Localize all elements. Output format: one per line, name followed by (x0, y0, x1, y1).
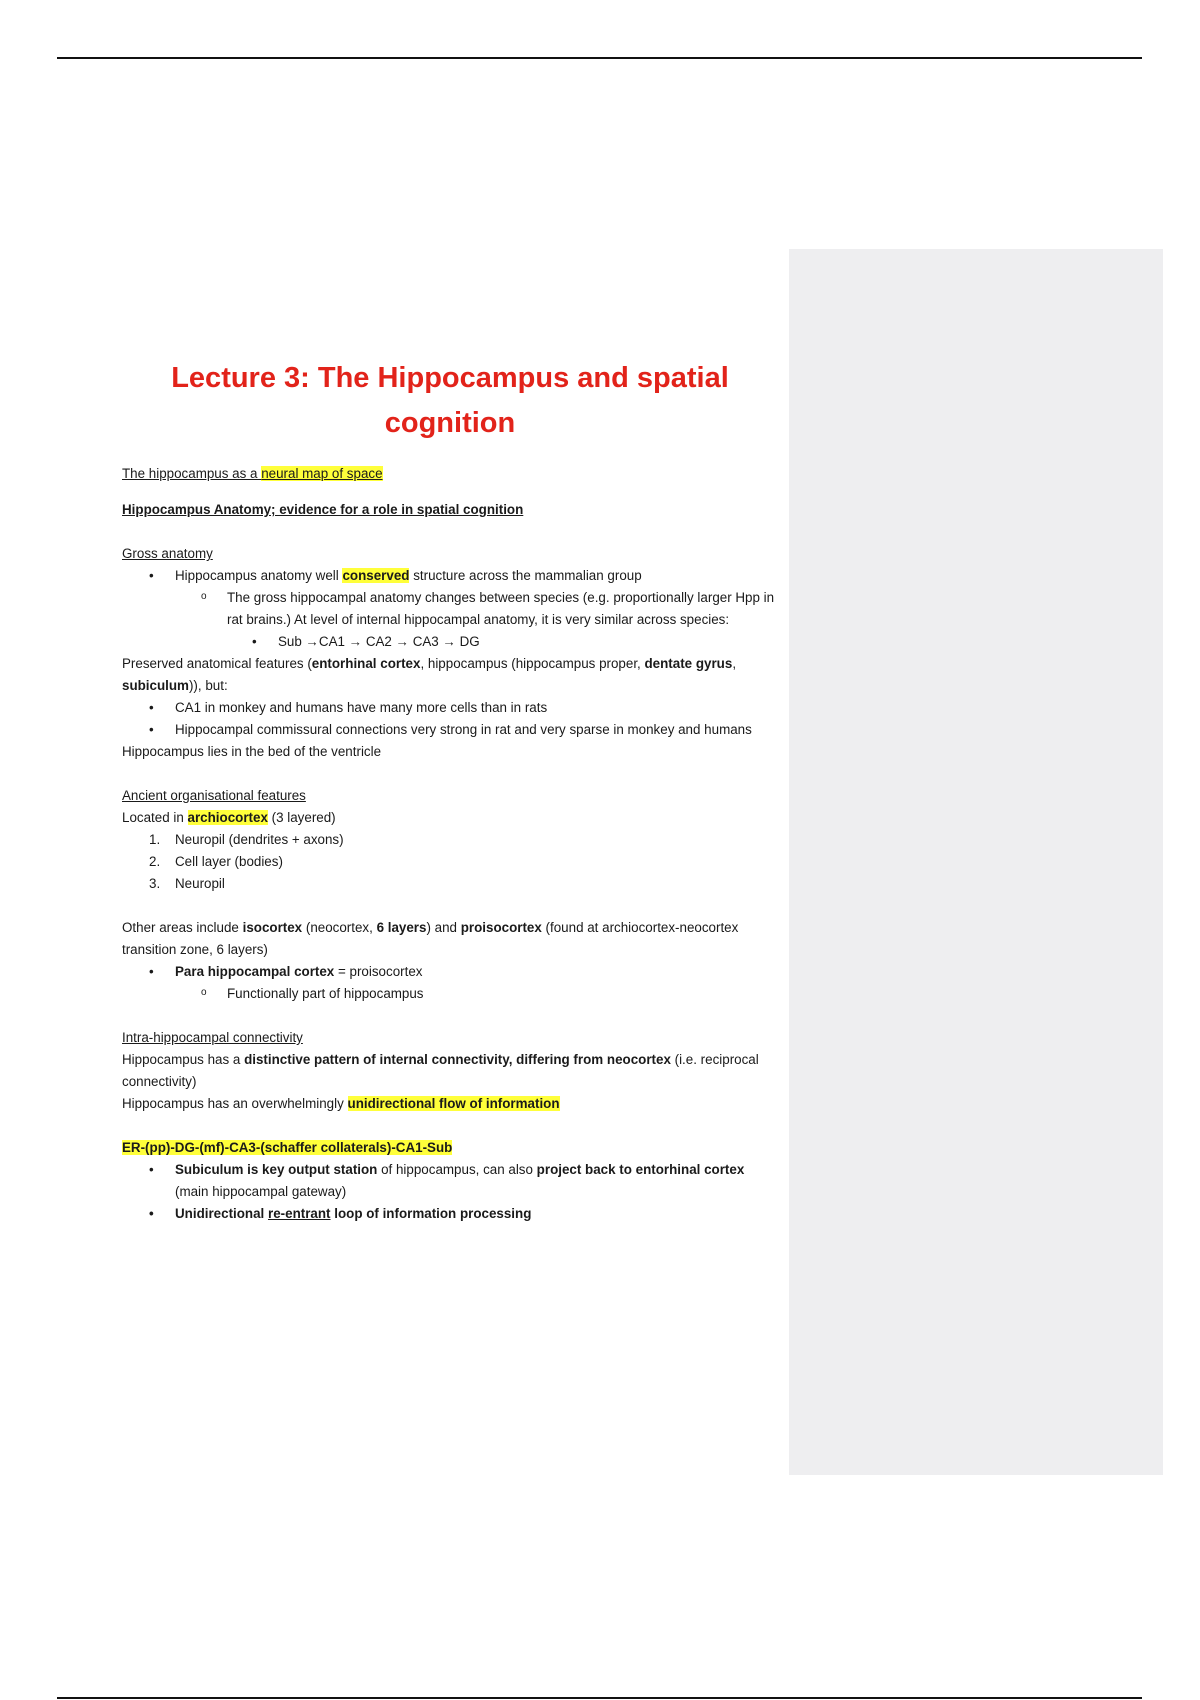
document-body (122, 356, 780, 1225)
text-run: Hippocampus has a (122, 1052, 245, 1067)
text-run: (found at archiocortex-neocortex transition zone, 6 layers) (122, 920, 739, 957)
page-top-rule (57, 57, 1142, 59)
text-run: , hippocampus (hippocampus proper, (420, 656, 645, 671)
other-areas-line (122, 917, 780, 961)
intro-highlight: neural map of space (261, 466, 383, 481)
gross-anatomy-heading: Gross anatomy (122, 546, 213, 561)
intro-prefix: The hippocampus as a (122, 466, 262, 481)
text-run-bold: proisocortex (460, 920, 542, 935)
list-item: o Functionally part of hippocampus (122, 983, 780, 1005)
text-run: Unidirectional (175, 1206, 269, 1221)
gross-anatomy-list (122, 565, 780, 653)
text-run: )), but: (188, 678, 228, 693)
list-number: 1. (149, 832, 161, 847)
archiocortex-line (122, 807, 780, 829)
text-run-bold: Subiculum is key output station (175, 1162, 378, 1177)
ancient-features-heading: Ancient organisational features (122, 788, 306, 803)
circuit-order-text: Sub →CA1 → CA2 → CA3 → DG (278, 634, 480, 649)
intra-connectivity-heading: Intra-hippocampal connectivity (122, 1030, 303, 1045)
text-run: (neocortex, (302, 920, 377, 935)
gross-bullet-highlight: conserved (342, 568, 410, 583)
unidirectional-highlight: unidirectional flow of information (347, 1096, 560, 1111)
list-number: 3. (149, 876, 161, 891)
text-run: , (732, 656, 737, 671)
comment-margin-panel (789, 249, 1163, 1475)
preserved-features (122, 653, 780, 697)
layers-list (122, 829, 780, 895)
text-run: Other areas include (122, 920, 243, 935)
lecture-title: Lecture 3: The Hippocampus and spatial cognition (171, 362, 729, 439)
list-item (122, 851, 780, 873)
list-text: Neuropil (dendrites + axons) (175, 832, 344, 847)
intra-line-1 (122, 1049, 780, 1093)
circuit-path-highlight: ER-(pp)-DG-(mf)-CA3-(schaffer collaterals)-CA1-Sub (122, 1140, 453, 1155)
text-run-bold: Para hippocampal cortex (175, 964, 335, 979)
text-run: of hippocampus, can also (377, 1162, 537, 1177)
list-text: Neuropil (175, 876, 225, 891)
list-item (122, 873, 780, 895)
text-run: ) and (426, 920, 461, 935)
list-number: 2. (149, 854, 161, 869)
list-text: Cell layer (bodies) (175, 854, 283, 869)
re-entrant-underlined: re-entrant (268, 1206, 331, 1221)
list-item (122, 961, 780, 983)
list-item: • Hippocampal commissural connections very strong in rat and very sparse in monkey and humans (122, 719, 780, 741)
list-item (122, 631, 780, 653)
text-run: Located in (122, 810, 188, 825)
list-item (122, 565, 780, 587)
text-run: (i.e. reciprocal connectivity) (122, 1052, 759, 1089)
text-run-bold: isocortex (242, 920, 303, 935)
circuit-list (122, 1159, 780, 1225)
gross-sub-bullet-text: The gross hippocampal anatomy changes between species (e.g. proportionally larger Hpp in rat brains.) At level of internal hippocampal anatomy, it is very similar across species: (227, 590, 775, 627)
text-run-bold: 6 layers (376, 920, 427, 935)
gross-bullet-text-end: structure across the mammalian group (409, 568, 642, 583)
page-bottom-rule (57, 1697, 1142, 1699)
ventricle-line: Hippocampus lies in the bed of the ventricle (122, 744, 382, 759)
text-run: (3 layered) (267, 810, 336, 825)
gross-bullet-text: Hippocampus anatomy well (175, 568, 343, 583)
text-run: Preserved anatomical features ( (122, 656, 312, 671)
intro-line (122, 463, 780, 485)
text-run: (main hippocampal gateway) (175, 1184, 347, 1199)
intra-line-2 (122, 1093, 780, 1115)
text-run: = proisocortex (334, 964, 423, 979)
text-run-bold: dentate gyrus (644, 656, 733, 671)
archiocortex-highlight: archiocortex (187, 810, 268, 825)
list-item (122, 829, 780, 851)
preserved-list (122, 697, 780, 741)
text-run-bold: entorhinal cortex (311, 656, 421, 671)
text-run: Hippocampus has an overwhelmingly (122, 1096, 348, 1111)
anatomy-heading: Hippocampus Anatomy; evidence for a role in spatial cognition (122, 502, 524, 517)
text-run-bold: project back to entorhinal cortex (536, 1162, 745, 1177)
list-item (122, 587, 780, 631)
text-run-bold: distinctive pattern of internal connectivity, differing from neocortex (244, 1052, 671, 1067)
circuit-path-line (122, 1137, 780, 1159)
other-areas-list (122, 961, 780, 1005)
list-item (122, 1159, 780, 1203)
text-run: loop of information processing (330, 1206, 532, 1221)
text-run-bold: subiculum (122, 678, 189, 693)
list-item: • CA1 in monkey and humans have many more cells than in rats (122, 697, 780, 719)
list-item (122, 1203, 780, 1225)
